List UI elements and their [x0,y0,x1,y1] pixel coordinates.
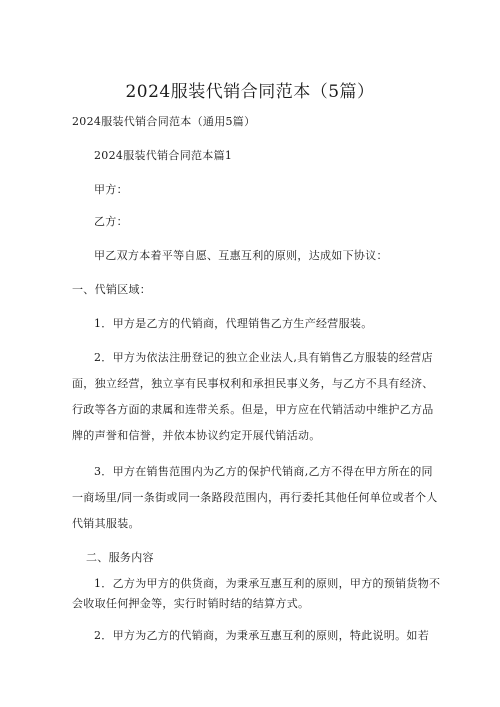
document-title: 2024服装代销合同范本（5篇） [125,82,375,102]
section1-paragraph2-line1: 2．甲方为依法注册登记的独立企业法人,具有销售乙方服装的经营店 [94,351,433,364]
section2-paragraph2-line1: 2．甲方为乙方的代销商，为秉承互惠互利的原则，特此说明。如若 [94,629,429,642]
section2-paragraph1-line2: 会收取任何押金等，实行时销时结的结算方式。 [72,597,310,610]
section1-paragraph2-line2: 面，独立经营，独立享有民事权利和承担民事义务，与乙方不具有经济、 [72,377,434,390]
preamble-text: 甲乙双方本着平等自愿、互惠互利的原则，达成如下协议： [94,249,388,262]
section-heading: 2024服装代销合同范本篇1 [94,149,233,162]
document-subtitle: 2024服装代销合同范本（通用5篇） [72,115,256,128]
section1-paragraph3-line3: 代销其服装。 [72,517,140,530]
section1-paragraph1: 1．甲方是乙方的代销商，代理销售乙方生产经营服装。 [94,317,373,330]
party-a-label: 甲方： [94,183,128,196]
section1-paragraph3-line1: 3．甲方在销售范围内为乙方的保护代销商,乙方不得在甲方所在的同 [94,465,433,478]
section1-paragraph2-line4: 牌的声誉和信誉，并依本协议约定开展代销活动。 [72,429,321,442]
section1-paragraph3-line2: 一商场里/同一条街或同一条路段范围内，再行委托其他任何单位或者个人 [72,491,438,504]
section2-paragraph1-line1: 1．乙方为甲方的供货商，为秉承互惠互利的原则，甲方的预销货物不 [94,577,441,590]
section1-heading: 一、代销区域： [72,283,152,296]
section1-paragraph2-line3: 行政等各方面的隶属和连带关系。但是，甲方应在代销活动中维护乙方品 [72,403,434,416]
section2-heading: 二、服务内容 [86,551,154,564]
party-b-label: 乙方： [94,215,128,228]
